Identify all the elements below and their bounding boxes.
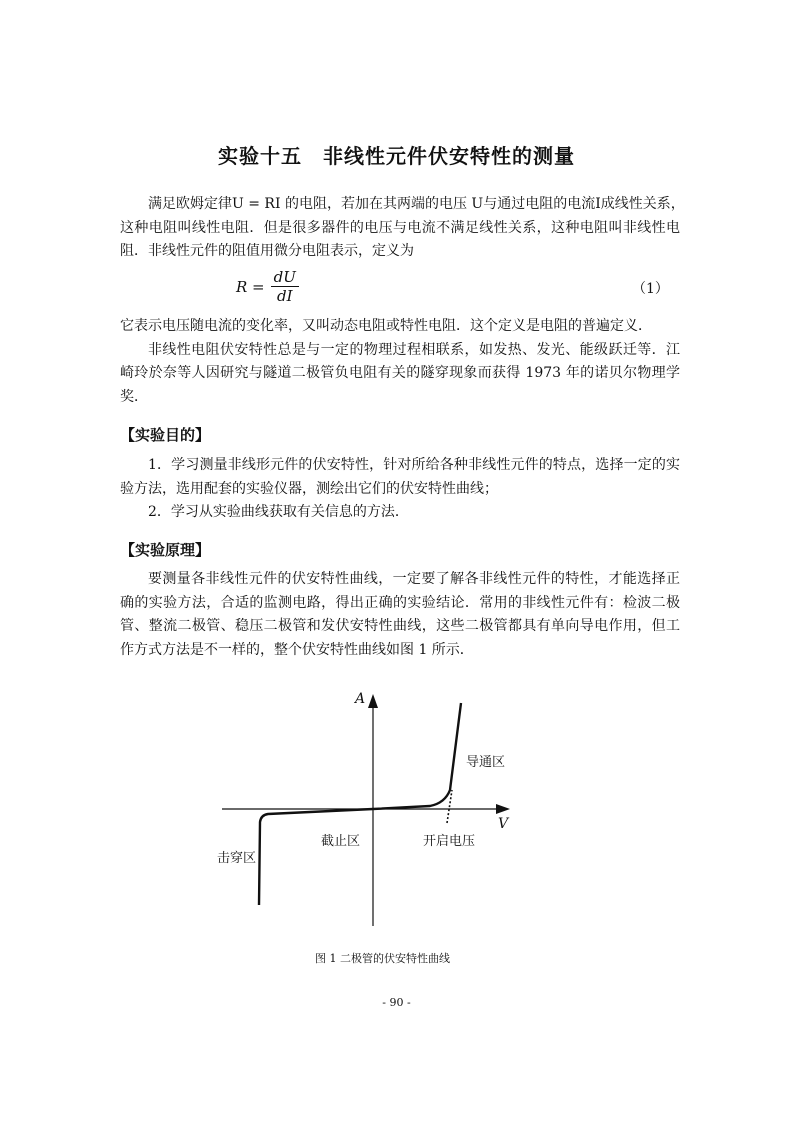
y-axis-arrow: [368, 694, 378, 708]
section-heading-purpose: 【实验目的】: [120, 426, 211, 444]
text-line: 验方法，选用配套的实验仪器，测绘出它们的伏安特性曲线；: [120, 480, 498, 497]
x-axis-label: V: [498, 816, 509, 832]
breakdown-region-label: 击穿区: [217, 851, 257, 866]
page-title: 实验十五 非线性元件伏安特性的测量: [218, 144, 575, 168]
text-line: 奖．: [120, 388, 148, 405]
text-line: 作方式方法是不一样的，整个伏安特性曲线如图 1 所示．: [120, 641, 474, 658]
section-heading-principle: 【实验原理】: [120, 541, 211, 559]
y-axis-label: A: [355, 691, 366, 707]
x-axis-arrow: [496, 804, 510, 814]
text-line: 它表示电压随电流的变化率，又叫动态电阻或特性电阻．这个定义是电阻的普遍定义．: [120, 318, 652, 334]
numerator: dU: [271, 268, 299, 287]
text-line: 这种电阻叫线性电阻．但是很多器件的电压与电流不满足线性关系，这种电阻叫非线性电: [120, 219, 680, 236]
threshold-voltage-label: 开启电压: [423, 834, 476, 849]
page-number: - 90 -: [382, 996, 411, 1009]
list-item: 1．学习测量非线形元件的伏安特性，针对所给各种非线性元件的特点，选择一定的实: [148, 457, 680, 473]
text-line: 要测量各非线性元件的伏安特性曲线，一定要了解各非线性元件的特性，才能选择正: [148, 571, 680, 587]
text-line: 确的实验方法，合适的监测电路，得出正确的实验结论．常用的非线性元件有：检波二极: [120, 594, 680, 611]
iv-curve: [259, 703, 461, 905]
equation-lhs: R =: [236, 277, 265, 296]
text-line: 非线性电阻伏安特性总是与一定的物理过程相联系，如发热、发光、能级跃迁等．江: [148, 341, 680, 358]
text-line: 阻．非线性元件的阻值用微分电阻表示，定义为: [120, 243, 414, 259]
cutoff-region-label: 截止区: [321, 834, 361, 849]
list-item: 2．学习从实验曲线获取有关信息的方法．: [148, 504, 409, 520]
text-line: 管、整流二极管、稳压二极管和发伏安特性曲线，这些二极管都具有单向导电作用，但工: [120, 618, 680, 634]
text-line: 满足欧姆定律U = RI 的电阻，若加在其两端的电压 U与通过电阻的电流I成线性关系，: [148, 196, 685, 212]
conduction-region-label: 导通区: [466, 755, 506, 770]
equation-number: （1）: [632, 281, 669, 297]
denominator: dI: [277, 287, 293, 305]
figure-caption: 图 1 二极管的伏安特性曲线: [315, 952, 450, 965]
text-line: 崎玲於奈等人因研究与隧道二极管负电阻有关的隧穿现象而获得 1973 年的诺贝尔物理学: [120, 365, 680, 381]
